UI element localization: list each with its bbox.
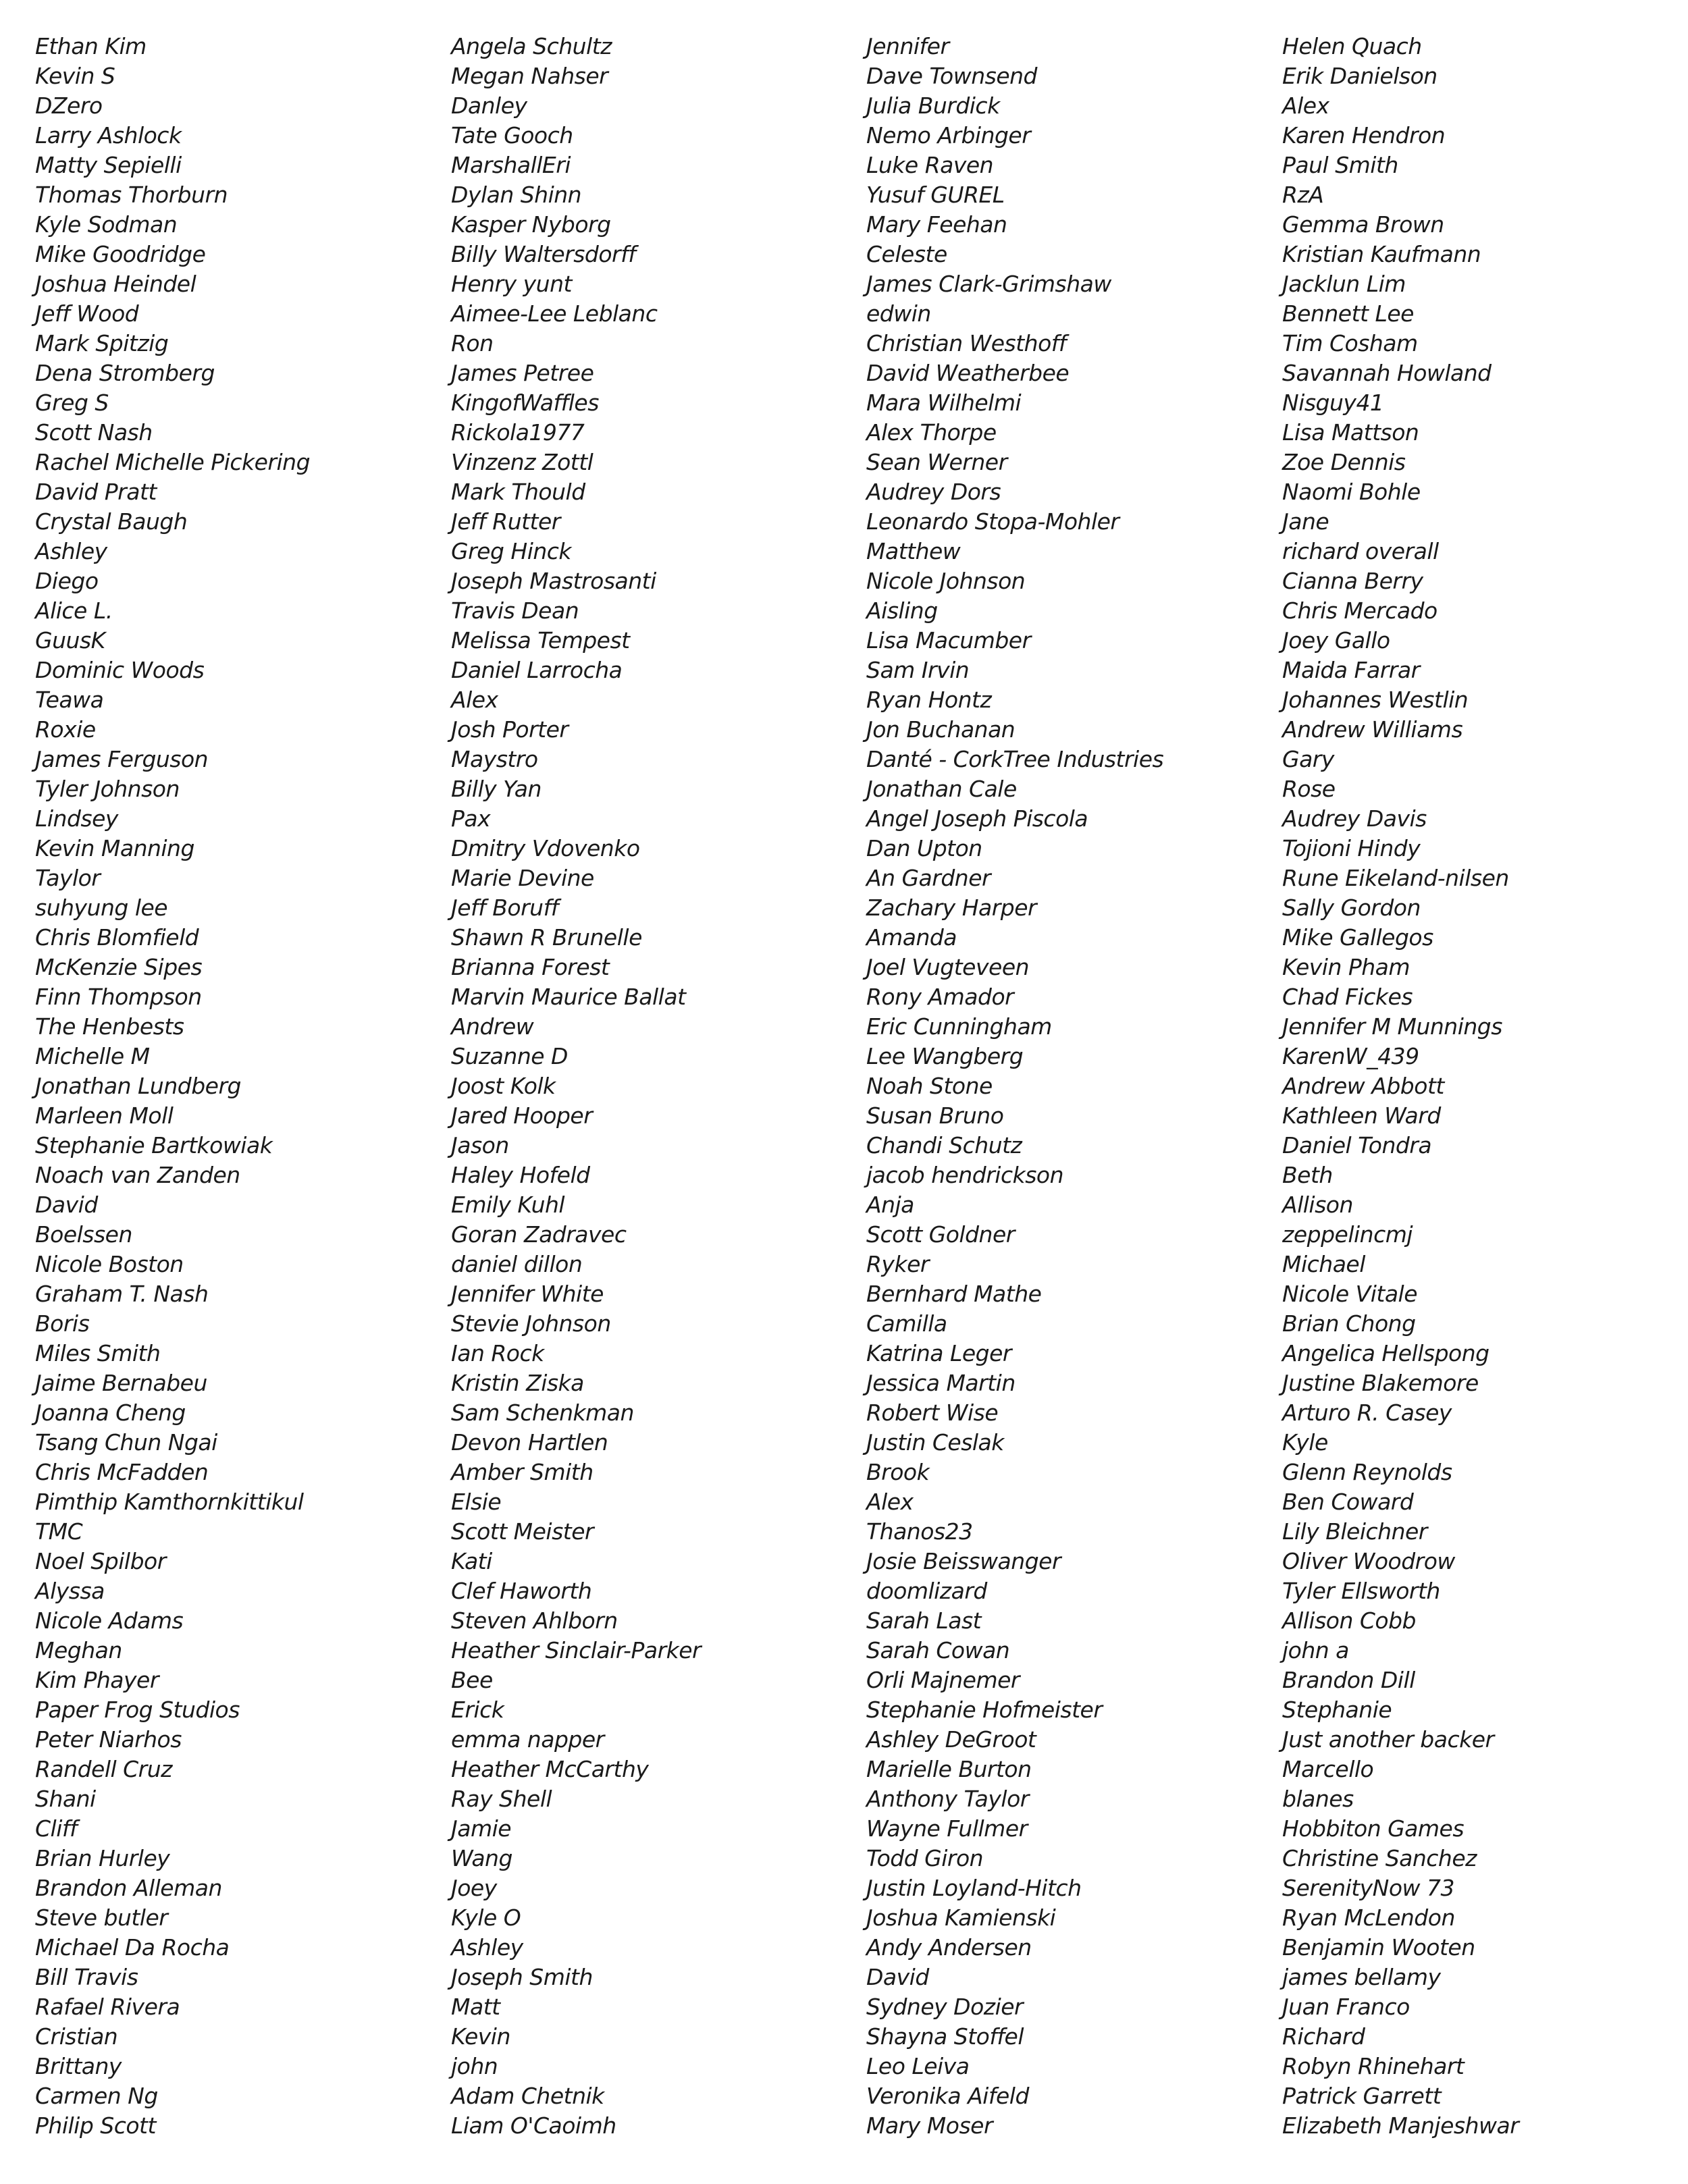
backer-name: Roxie — [35, 716, 96, 743]
backer-name: Teawa — [35, 687, 104, 713]
backer-name: Jessica Martin — [866, 1370, 1016, 1396]
backer-name: Bernhard Mathe — [866, 1281, 1042, 1307]
backer-name: Sally Gordon — [1282, 895, 1421, 921]
backer-name: Richard — [1282, 2023, 1365, 2050]
backer-name: Glenn Reynolds — [1282, 1459, 1452, 1485]
backer-name: Andrew Abbott — [1282, 1073, 1444, 1099]
backer-name: Rune Eikeland-nilsen — [1282, 865, 1509, 891]
backer-name: Danley — [451, 92, 527, 119]
backer-name: Allison — [1282, 1192, 1353, 1218]
backer-name: Kyle O — [451, 1905, 521, 1931]
backer-name: Rafael Rivera — [35, 1994, 180, 2020]
backer-name: Todd Giron — [866, 1845, 984, 1871]
backer-name: Jane — [1282, 508, 1329, 535]
backer-name: Nemo Arbinger — [866, 122, 1031, 149]
backer-name: Larry Ashlock — [35, 122, 182, 149]
backer-name: Lindsey — [35, 805, 118, 832]
backer-name: Henry yunt — [451, 271, 572, 297]
backer-name: Julia Burdick — [866, 92, 1000, 119]
backer-name: Melissa Tempest — [451, 627, 630, 654]
backer-name: Camilla — [866, 1310, 947, 1337]
backer-name: An Gardner — [866, 865, 991, 891]
name-column-3 — [866, 32, 1271, 2141]
backer-name: daniel dillon — [451, 1251, 583, 1277]
backer-name: Thomas Thorburn — [35, 182, 228, 208]
backer-name: Chris Mercado — [1282, 597, 1438, 624]
backer-name: Kevin — [451, 2023, 510, 2050]
backer-name: Lisa Mattson — [1282, 419, 1419, 446]
backer-name: Jacklun Lim — [1282, 271, 1406, 297]
backer-name: Robyn Rhinehart — [1282, 2053, 1465, 2079]
backer-name: Sam Irvin — [866, 657, 970, 683]
backer-name: Brook — [866, 1459, 930, 1485]
backer-name: Crystal Baugh — [35, 508, 188, 535]
backer-name: Steve butler — [35, 1905, 168, 1931]
backer-name: Tim Cosham — [1282, 330, 1418, 356]
backer-name: David — [35, 1192, 98, 1218]
backer-name: Joanna Cheng — [35, 1400, 186, 1426]
backer-name: Angelica Hellspong — [1282, 1340, 1489, 1366]
backer-name: Jennifer — [866, 33, 949, 59]
backer-name: Cliff — [35, 1815, 78, 1842]
backer-name: Alex Thorpe — [866, 419, 997, 446]
backer-name: Peter Niarhos — [35, 1726, 182, 1753]
backer-name: Joseph Mastrosanti — [451, 568, 656, 594]
backer-name: Alice L. — [35, 597, 113, 624]
backer-name: Diego — [35, 568, 99, 594]
backer-name: Thanos23 — [866, 1518, 973, 1545]
backer-name: Leo Leiva — [866, 2053, 970, 2079]
backer-name: Andrew Williams — [1282, 716, 1463, 743]
backer-name: Scott Meister — [451, 1518, 594, 1545]
backer-name: Dmitry Vdovenko — [451, 835, 640, 861]
backer-name: Joey Gallo — [1282, 627, 1390, 654]
backer-name: Rickola1977 — [451, 419, 585, 446]
backer-name: Patrick Garrett — [1282, 2083, 1442, 2109]
backer-name: Kyle — [1282, 1429, 1328, 1456]
backer-name: Alex — [1282, 92, 1329, 119]
backer-name: Billy Yan — [451, 776, 542, 802]
backer-name: Oliver Woodrow — [1282, 1548, 1455, 1574]
backer-name: Stephanie Hofmeister — [866, 1697, 1103, 1723]
backer-name: suhyung lee — [35, 895, 168, 921]
backer-name: Heather Sinclair-Parker — [451, 1637, 702, 1663]
backer-name: Veronika Aifeld — [866, 2083, 1029, 2109]
backer-name: Kasper Nyborg — [451, 211, 611, 238]
backer-name: Goran Zadravec — [451, 1221, 627, 1248]
backer-name: Naomi Bohle — [1282, 479, 1421, 505]
backer-name: Pax — [451, 805, 491, 832]
backer-name: Jared Hooper — [451, 1102, 593, 1129]
backer-name: Stephanie — [1282, 1697, 1392, 1723]
backer-name: Alex — [451, 687, 498, 713]
backer-name: Erick — [451, 1697, 504, 1723]
backer-name: Leonardo Stopa-Mohler — [866, 508, 1119, 535]
backer-name: The Henbests — [35, 1013, 184, 1040]
backer-name: Boelssen — [35, 1221, 132, 1248]
backer-name: Shawn R Brunelle — [451, 924, 642, 951]
backer-name: Matty Sepielli — [35, 152, 182, 178]
backer-name: Alyssa — [35, 1578, 105, 1604]
backer-name: Mark Spitzig — [35, 330, 169, 356]
backer-name: Marvin Maurice Ballat — [451, 984, 686, 1010]
backer-name: Juan Franco — [1282, 1994, 1410, 2020]
backer-name: Andy Andersen — [866, 1934, 1032, 1961]
backer-name: Jeff Rutter — [451, 508, 560, 535]
backer-name: DZero — [35, 92, 103, 119]
backer-name: Clef Haworth — [451, 1578, 592, 1604]
backer-name: Scott Nash — [35, 419, 153, 446]
backer-name: Hobbiton Games — [1282, 1815, 1465, 1842]
backer-name: Billy Waltersdorff — [451, 241, 636, 267]
backer-name: Daniel Larrocha — [451, 657, 623, 683]
backer-name: Randell Cruz — [35, 1756, 172, 1782]
backer-name: David Weatherbee — [866, 360, 1070, 386]
backer-name: Gary — [1282, 746, 1334, 772]
backer-name: Marleen Moll — [35, 1102, 174, 1129]
backer-name: Audrey Dors — [866, 479, 1001, 505]
backer-name: Marie Devine — [451, 865, 594, 891]
backer-name: Noach van Zanden — [35, 1162, 240, 1188]
backer-name: KingofWaffles — [451, 390, 599, 416]
backer-name: Noah Stone — [866, 1073, 993, 1099]
backer-name: Brian Chong — [1282, 1310, 1416, 1337]
backer-name: Joseph Smith — [451, 1964, 593, 1990]
backer-name: Heather McCarthy — [451, 1756, 649, 1782]
backer-name: Aisling — [866, 597, 938, 624]
backer-name: Ethan Kim — [35, 33, 147, 59]
backer-name: Graham T. Nash — [35, 1281, 209, 1307]
backer-name: Joost Kolk — [451, 1073, 556, 1099]
backer-name: David Pratt — [35, 479, 157, 505]
backer-name: Sam Schenkman — [451, 1400, 634, 1426]
backer-name: Jonathan Cale — [866, 776, 1017, 802]
backer-name: Marcello — [1282, 1756, 1374, 1782]
backer-name: Danté - CorkTree Industries — [866, 746, 1164, 772]
backer-name: Brianna Forest — [451, 954, 610, 980]
backer-name: Shayna Stoffel — [866, 2023, 1024, 2050]
backer-name: Nicole Adams — [35, 1607, 184, 1634]
backer-name: Bennett Lee — [1282, 300, 1414, 327]
backer-name: Jennifer M Munnings — [1282, 1013, 1502, 1040]
backer-name: Ryan McLendon — [1282, 1905, 1455, 1931]
backer-name: Zachary Harper — [866, 895, 1037, 921]
backer-name: Adam Chetnik — [451, 2083, 604, 2109]
backer-name: Greg Hinck — [451, 538, 572, 564]
backer-name: Dan Upton — [866, 835, 982, 861]
backer-name: Nicole Johnson — [866, 568, 1026, 594]
backer-name: Sarah Cowan — [866, 1637, 1010, 1663]
backer-name: Emily Kuhl — [451, 1192, 565, 1218]
backer-name: Rachel Michelle Pickering — [35, 449, 311, 475]
backer-name: doomlizard — [866, 1578, 987, 1604]
backer-name: Mike Goodridge — [35, 241, 206, 267]
backer-name: Eric Cunningham — [866, 1013, 1052, 1040]
backer-name: Vinzenz Zottl — [451, 449, 594, 475]
backer-name: Orli Majnemer — [866, 1667, 1020, 1693]
backer-name: Helen Quach — [1282, 33, 1422, 59]
backer-name: Christine Sanchez — [1282, 1845, 1477, 1871]
backer-name: Travis Dean — [451, 597, 579, 624]
backer-name: Taylor — [35, 865, 101, 891]
backer-name: Dena Stromberg — [35, 360, 215, 386]
backer-name: Alex — [866, 1489, 914, 1515]
backer-name: Michael — [1282, 1251, 1365, 1277]
backer-name: Paul Smith — [1282, 152, 1398, 178]
backer-name: Mary Feehan — [866, 211, 1007, 238]
backer-name: Jeff Wood — [35, 300, 139, 327]
backer-name: Rony Amador — [866, 984, 1014, 1010]
backer-name: Celeste — [866, 241, 947, 267]
backer-name: Tyler Johnson — [35, 776, 180, 802]
backer-name: Matt — [451, 1994, 500, 2020]
backer-name: Lisa Macumber — [866, 627, 1031, 654]
backer-name: Zoe Dennis — [1282, 449, 1406, 475]
backer-name: David — [866, 1964, 929, 1990]
backer-name: Amanda — [866, 924, 957, 951]
backer-name: Bee — [451, 1667, 493, 1693]
backer-name: Kathleen Ward — [1282, 1102, 1441, 1129]
backer-name: Luke Raven — [866, 152, 994, 178]
backer-name: Kristin Ziska — [451, 1370, 584, 1396]
backer-name: McKenzie Sipes — [35, 954, 203, 980]
backer-name: Angel Joseph Piscola — [866, 805, 1088, 832]
backer-name: Kati — [451, 1548, 492, 1574]
backer-name: blanes — [1282, 1786, 1354, 1812]
backer-name: James Petree — [451, 360, 594, 386]
backer-name: Ryan Hontz — [866, 687, 992, 713]
backer-name: Justin Ceslak — [866, 1429, 1004, 1456]
backer-name: Pimthip Kamthornkittikul — [35, 1489, 304, 1515]
backer-name: Jonathan Lundberg — [35, 1073, 241, 1099]
backer-name: Mara Wilhelmi — [866, 390, 1022, 416]
backer-name: Katrina Leger — [866, 1340, 1011, 1366]
backer-name: Jaime Bernabeu — [35, 1370, 207, 1396]
backer-name: Kyle Sodman — [35, 211, 178, 238]
backer-name: Ian Rock — [451, 1340, 544, 1366]
backer-name: RzA — [1282, 182, 1324, 208]
backer-name: Nicole Vitale — [1282, 1281, 1418, 1307]
backer-name: Robert Wise — [866, 1400, 999, 1426]
backer-name: Wang — [451, 1845, 512, 1871]
backer-name: Suzanne D — [451, 1043, 568, 1069]
backer-name: Marielle Burton — [866, 1756, 1032, 1782]
backer-name: Finn Thompson — [35, 984, 202, 1010]
backer-name: Cristian — [35, 2023, 118, 2050]
backer-name: Stevie Johnson — [451, 1310, 611, 1337]
backer-name: Liam O'Caoimh — [451, 2112, 616, 2139]
backer-name: SerenityNow 73 — [1282, 1875, 1455, 1901]
backer-name: Gemma Brown — [1282, 211, 1444, 238]
backer-name: Nisguy41 — [1282, 390, 1384, 416]
backer-name: Savannah Howland — [1282, 360, 1492, 386]
backer-name: Ryker — [866, 1251, 929, 1277]
backer-name: Kim Phayer — [35, 1667, 159, 1693]
backer-name: edwin — [866, 300, 931, 327]
backer-name: Kevin Pham — [1282, 954, 1410, 980]
backer-name: Christian Westhoff — [866, 330, 1067, 356]
backer-name: Amber Smith — [451, 1459, 594, 1485]
backer-name: Meghan — [35, 1637, 122, 1663]
backer-name: TMC — [35, 1518, 83, 1545]
backer-name: Arturo R. Casey — [1282, 1400, 1452, 1426]
backer-name: Matthew — [866, 538, 961, 564]
backer-name: Chad Fickes — [1282, 984, 1413, 1010]
backer-name: James Ferguson — [35, 746, 209, 772]
backer-name: Josh Porter — [451, 716, 569, 743]
backer-name: Carmen Ng — [35, 2083, 158, 2109]
backer-name: Ben Coward — [1282, 1489, 1414, 1515]
backer-name: Anja — [866, 1192, 914, 1218]
backer-name: Philip Scott — [35, 2112, 156, 2139]
backer-name: Greg S — [35, 390, 109, 416]
backer-name: Tyler Ellsworth — [1282, 1578, 1440, 1604]
backer-name: Mark Thould — [451, 479, 585, 505]
backer-name: GuusK — [35, 627, 105, 654]
backer-name: Johannes Westlin — [1282, 687, 1469, 713]
backer-name: Just another backer — [1282, 1726, 1494, 1753]
backer-name: James Clark-Grimshaw — [866, 271, 1111, 297]
backer-name: Aimee-Lee Leblanc — [451, 300, 658, 327]
backer-name: Boris — [35, 1310, 90, 1337]
backer-name: Brian Hurley — [35, 1845, 170, 1871]
backer-name: Joey — [451, 1875, 497, 1901]
backer-name: Maida Farrar — [1282, 657, 1420, 683]
backer-name: Devon Hartlen — [451, 1429, 608, 1456]
backer-name: Brandon Dill — [1282, 1667, 1415, 1693]
backer-name: Ray Shell — [451, 1786, 552, 1812]
backer-name: Lee Wangberg — [866, 1043, 1024, 1069]
backer-name: zeppelincmj — [1282, 1221, 1413, 1248]
backer-name: emma napper — [451, 1726, 604, 1753]
backer-name: richard overall — [1282, 538, 1439, 564]
backer-name: Steven Ahlborn — [451, 1607, 618, 1634]
backer-name: Ashley DeGroot — [866, 1726, 1036, 1753]
backer-name: Shani — [35, 1786, 96, 1812]
backer-name: Audrey Davis — [1282, 805, 1427, 832]
name-column-2 — [451, 32, 856, 2141]
backer-name: Sean Werner — [866, 449, 1007, 475]
backer-name: Jennifer White — [451, 1281, 604, 1307]
backer-name: jacob hendrickson — [866, 1162, 1064, 1188]
backer-name: Allison Cobb — [1282, 1607, 1416, 1634]
backer-name: Justine Blakemore — [1282, 1370, 1479, 1396]
backer-name: Mike Gallegos — [1282, 924, 1433, 951]
backer-name: Benjamin Wooten — [1282, 1934, 1475, 1961]
backer-name: Kevin Manning — [35, 835, 194, 861]
backer-name: Miles Smith — [35, 1340, 161, 1366]
backer-name: Nicole Boston — [35, 1251, 184, 1277]
backer-name: Joshua Heindel — [35, 271, 196, 297]
backer-name: Andrew — [451, 1013, 534, 1040]
backer-name: Michelle M — [35, 1043, 150, 1069]
backer-name: Tojioni Hindy — [1282, 835, 1421, 861]
backer-name: john a — [1282, 1637, 1349, 1663]
backer-name: Brittany — [35, 2053, 122, 2079]
name-column-4 — [1282, 32, 1687, 2141]
backer-name: Kevin S — [35, 63, 115, 89]
backer-name: Yusuf GUREL — [866, 182, 1005, 208]
backer-name: Daniel Tondra — [1282, 1132, 1432, 1158]
backer-name: Elizabeth Manjeshwar — [1282, 2112, 1519, 2139]
backer-name: Elsie — [451, 1489, 502, 1515]
name-column-1 — [35, 32, 440, 2141]
backer-name: Ron — [451, 330, 494, 356]
backer-name: Dominic Woods — [35, 657, 205, 683]
backer-name: Susan Bruno — [866, 1102, 1004, 1129]
backer-name: Sydney Dozier — [866, 1994, 1024, 2020]
backer-name: Anthony Taylor — [866, 1786, 1029, 1812]
backer-name: Dave Townsend — [866, 63, 1037, 89]
backer-name: Ashley — [35, 538, 107, 564]
backer-name: Karen Hendron — [1282, 122, 1446, 149]
backer-name: Josie Beisswanger — [866, 1548, 1061, 1574]
backer-name: KarenW_439 — [1282, 1043, 1419, 1069]
backer-name: MarshallEri — [451, 152, 571, 178]
backer-name: Chris McFadden — [35, 1459, 209, 1485]
backer-name: Ashley — [451, 1934, 523, 1961]
backer-name: john — [451, 2053, 498, 2079]
backer-name: Megan Nahser — [451, 63, 608, 89]
backer-name: Sarah Last — [866, 1607, 982, 1634]
backer-name: Angela Schultz — [451, 33, 612, 59]
backer-name: Stephanie Bartkowiak — [35, 1132, 273, 1158]
backer-name: Rose — [1282, 776, 1336, 802]
backer-name: Haley Hofeld — [451, 1162, 590, 1188]
backer-name: Justin Loyland-Hitch — [866, 1875, 1082, 1901]
backer-name: Chandi Schutz — [866, 1132, 1022, 1158]
backer-name: Dylan Shinn — [451, 182, 582, 208]
backer-name: Cianna Berry — [1282, 568, 1423, 594]
backer-name: Joshua Kamienski — [866, 1905, 1056, 1931]
backer-name: Tsang Chun Ngai — [35, 1429, 217, 1456]
backer-name: Chris Blomfield — [35, 924, 199, 951]
backer-name: Maystro — [451, 746, 538, 772]
backer-name: Jon Buchanan — [866, 716, 1016, 743]
backer-name: Bill Travis — [35, 1964, 138, 1990]
backer-name: Scott Goldner — [866, 1221, 1015, 1248]
backer-name: Brandon Alleman — [35, 1875, 222, 1901]
backer-name: Tate Gooch — [451, 122, 573, 149]
backer-name: Jeff Boruff — [451, 895, 558, 921]
backer-name: Erik Danielson — [1282, 63, 1438, 89]
backer-name: Kristian Kaufmann — [1282, 241, 1481, 267]
backer-name: Michael Da Rocha — [35, 1934, 230, 1961]
backer-name: Paper Frog Studios — [35, 1697, 240, 1723]
backer-name: Jamie — [451, 1815, 512, 1842]
backer-name: Jason — [451, 1132, 509, 1158]
backer-name: Wayne Fullmer — [866, 1815, 1028, 1842]
backer-name: Mary Moser — [866, 2112, 993, 2139]
backer-name: Beth — [1282, 1162, 1333, 1188]
backer-name: Joel Vugteveen — [866, 954, 1030, 980]
backer-name: Noel Spilbor — [35, 1548, 166, 1574]
backer-name: Lily Bleichner — [1282, 1518, 1427, 1545]
backer-name: james bellamy — [1282, 1964, 1441, 1990]
